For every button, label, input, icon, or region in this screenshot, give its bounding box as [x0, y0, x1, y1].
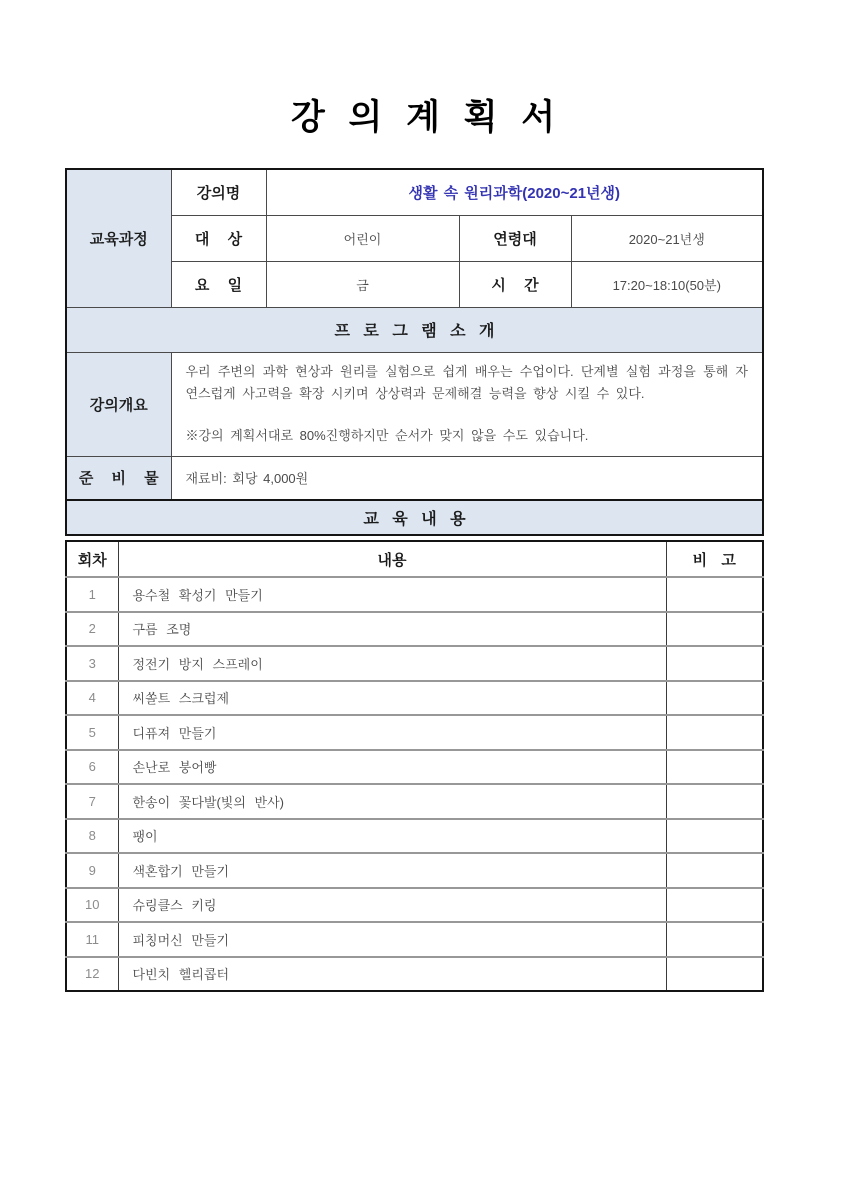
session-note	[666, 957, 763, 992]
session-no: 4	[66, 681, 118, 716]
page-title: 강 의 계 획 서	[290, 98, 558, 137]
education-content-header-row	[66, 500, 763, 535]
session-content: 피칭머신 만들기	[118, 922, 666, 957]
session-note	[666, 577, 763, 612]
session-row-10	[66, 888, 763, 923]
session-no: 7	[66, 784, 118, 819]
session-note	[666, 819, 763, 854]
session-row-5	[66, 715, 763, 750]
session-row-1	[66, 577, 763, 612]
course-name-value: 생활 속 원리과학(2020~21년생)	[266, 169, 763, 215]
age-group-value: 2020~21년생	[571, 215, 763, 261]
materials-label: 준 비 물	[66, 456, 171, 500]
session-row-12	[66, 957, 763, 992]
program-intro-header-row	[66, 307, 763, 352]
course-info-table	[65, 168, 764, 536]
overview-text: 우리 주변의 과학 현상과 원리를 실험으로 쉽게 배우는 수업이다. 단계별 실험 과정을 통해 자연스럽게 사고력을 확장 시키며 상상력과 문제해결 능력을 향상 시킬 수 있다.	[185, 363, 748, 401]
session-no: 1	[66, 577, 118, 612]
session-content: 구름 조명	[118, 612, 666, 647]
session-row-2	[66, 612, 763, 647]
sessions-table	[65, 540, 764, 992]
session-note	[666, 784, 763, 819]
materials-value: 재료비: 회당 4,000원	[171, 456, 763, 500]
session-note	[666, 646, 763, 681]
overview-label: 강의개요	[66, 352, 171, 456]
session-note	[666, 612, 763, 647]
session-no: 5	[66, 715, 118, 750]
time-label: 시 간	[459, 261, 571, 307]
program-intro-header: 프 로 그 램 소 개	[66, 307, 763, 352]
session-row-11	[66, 922, 763, 957]
target-age-row	[66, 215, 763, 261]
day-label: 요 일	[171, 261, 266, 307]
session-content: 디퓨져 만들기	[118, 715, 666, 750]
session-content: 용수철 확성기 만들기	[118, 577, 666, 612]
session-note	[666, 888, 763, 923]
course-name-row	[66, 169, 763, 215]
column-header-content: 내용	[118, 541, 666, 577]
session-content: 한송이 꽃다발(빛의 반사)	[118, 784, 666, 819]
overview-note: ※강의 계획서대로 80%진행하지만 순서가 맞지 않을 수도 있습니다.	[185, 428, 589, 444]
materials-row	[66, 456, 763, 500]
session-content: 손난로 붕어빵	[118, 750, 666, 785]
target-value: 어린이	[266, 215, 459, 261]
session-note	[666, 750, 763, 785]
session-no: 9	[66, 853, 118, 888]
session-content: 다빈치 헬리콥터	[118, 957, 666, 992]
session-row-3	[66, 646, 763, 681]
session-no: 10	[66, 888, 118, 923]
session-content: 색혼합기 만들기	[118, 853, 666, 888]
session-note	[666, 715, 763, 750]
overview-row	[66, 352, 763, 456]
session-no: 11	[66, 922, 118, 957]
time-value: 17:20~18:10(50분)	[571, 261, 763, 307]
target-label: 대 상	[171, 215, 266, 261]
column-header-session-no: 회차	[66, 541, 118, 577]
overview-text-cell	[171, 352, 763, 456]
session-no: 2	[66, 612, 118, 647]
day-time-row	[66, 261, 763, 307]
session-no: 3	[66, 646, 118, 681]
course-name-label: 강의명	[171, 169, 266, 215]
day-value: 금	[266, 261, 459, 307]
session-row-9	[66, 853, 763, 888]
session-row-8	[66, 819, 763, 854]
session-content: 씨쏠트 스크럽제	[118, 681, 666, 716]
session-no: 12	[66, 957, 118, 992]
session-content: 정전기 방지 스프레이	[118, 646, 666, 681]
session-note	[666, 853, 763, 888]
session-note	[666, 922, 763, 957]
session-row-6	[66, 750, 763, 785]
sessions-header-row	[66, 541, 763, 577]
session-row-7	[66, 784, 763, 819]
curriculum-section-label: 교육과정	[66, 169, 171, 307]
session-no: 6	[66, 750, 118, 785]
session-no: 8	[66, 819, 118, 854]
column-header-note: 비 고	[666, 541, 763, 577]
session-content: 팽이	[118, 819, 666, 854]
education-content-header: 교 육 내 용	[66, 500, 763, 535]
session-row-4	[66, 681, 763, 716]
session-note	[666, 681, 763, 716]
age-group-label: 연령대	[459, 215, 571, 261]
session-content: 슈링클스 키링	[118, 888, 666, 923]
